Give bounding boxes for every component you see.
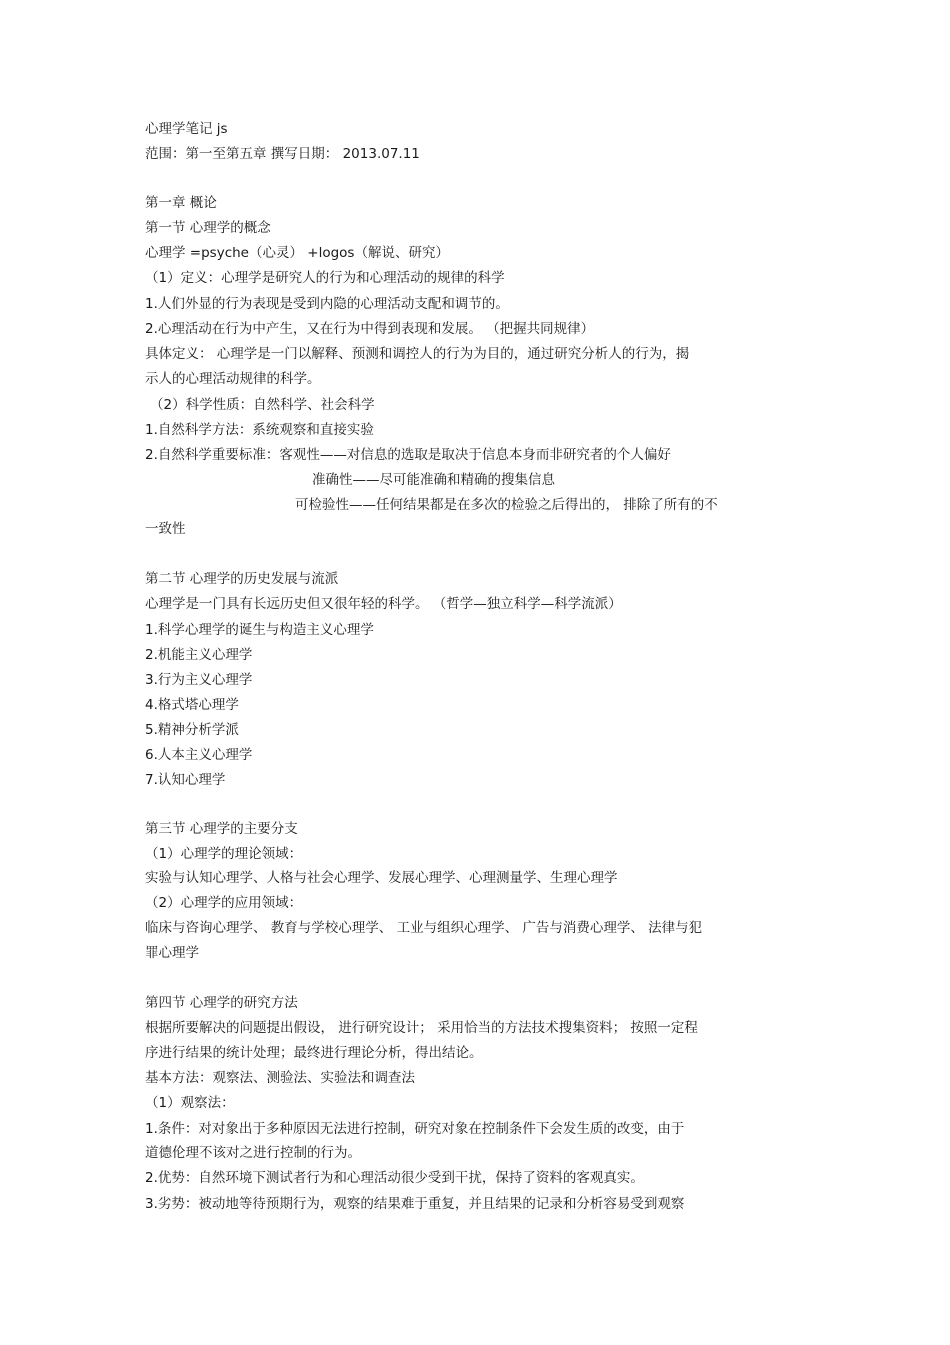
text-line: 具体定义： 心理学是一门以解释、预测和调控人的行为为目的，通过研究分析人的行为，揭 xyxy=(145,346,690,362)
list-item: 5.精神分析学派 xyxy=(145,722,239,738)
text-line: （1）心理学的理论领域： xyxy=(145,846,303,862)
section-heading: 第一节 心理学的概念 xyxy=(145,220,271,236)
text-line: 心理学是一门具有长远历史但又很年轻的科学。 （哲学—独立科学—科学流派） xyxy=(145,596,622,612)
text-line: 1.条件：对对象出于多种原因无法进行控制，研究对象在控制条件下会发生质的改变，由于 xyxy=(145,1121,685,1137)
document-meta: 范围：第一至第五章 撰写日期： 2013.07.11 xyxy=(145,146,420,162)
text-line: 示人的心理活动规律的科学。 xyxy=(145,371,321,387)
chapter-heading: 第一章 概论 xyxy=(145,195,217,211)
text-line: 心理学 =psyche（心灵） +logos（解说、研究） xyxy=(145,245,449,261)
text-line: 实验与认知心理学、人格与社会心理学、发展心理学、心理测量学、生理心理学 xyxy=(145,870,618,886)
list-item: 7.认知心理学 xyxy=(145,772,226,788)
list-item: 1.科学心理学的诞生与构造主义心理学 xyxy=(145,622,374,638)
text-line: 临床与咨询心理学、 教育与学校心理学、 工业与组织心理学、 广告与消费心理学、 法律与犯 xyxy=(145,920,703,936)
text-line: 准确性——尽可能准确和精确的搜集信息 xyxy=(312,472,555,488)
text-line: 序进行结果的统计处理；最终进行理论分析，得出结论。 xyxy=(145,1045,483,1061)
section-heading: 第二节 心理学的历史发展与流派 xyxy=(145,571,339,587)
text-line: 一致性 xyxy=(145,521,186,537)
text-line: 可检验性——任何结果都是在多次的检验之后得出的， 排除了所有的不 xyxy=(295,497,718,513)
text-line: （1）观察法： xyxy=(145,1095,235,1111)
text-line: 根据所要解决的问题提出假设， 进行研究设计； 采用恰当的方法技术搜集资料； 按照一定程 xyxy=(145,1020,698,1036)
section-heading: 第三节 心理学的主要分支 xyxy=(145,821,298,837)
document-title: 心理学笔记 js xyxy=(145,121,228,137)
text-line: （2）科学性质：自然科学、社会科学 xyxy=(150,397,375,413)
list-item: 2.机能主义心理学 xyxy=(145,647,253,663)
text-line: 2.心理活动在行为中产生，又在行为中得到表现和发展。 （把握共同规律） xyxy=(145,321,595,337)
text-line: 2.优势：自然环境下测试者行为和心理活动很少受到干扰，保持了资料的客观真实。 xyxy=(145,1170,644,1186)
text-line: 罪心理学 xyxy=(145,945,199,961)
text-line: 3.劣势：被动地等待预期行为，观察的结果难于重复，并且结果的记录和分析容易受到观察 xyxy=(145,1196,685,1212)
text-line: 2.自然科学重要标准：客观性——对信息的选取是取决于信息本身而非研究者的个人偏好 xyxy=(145,447,671,463)
text-line: 基本方法：观察法、测验法、实验法和调查法 xyxy=(145,1070,415,1086)
text-line: （1）定义：心理学是研究人的行为和心理活动的规律的科学 xyxy=(145,270,505,286)
list-item: 3.行为主义心理学 xyxy=(145,672,253,688)
list-item: 4.格式塔心理学 xyxy=(145,697,239,713)
text-line: 道德伦理不该对之进行控制的行为。 xyxy=(145,1145,361,1161)
section-heading: 第四节 心理学的研究方法 xyxy=(145,995,298,1011)
text-line: 1.自然科学方法：系统观察和直接实验 xyxy=(145,422,374,438)
text-line: 1.人们外显的行为表现是受到内隐的心理活动支配和调节的。 xyxy=(145,296,509,312)
text-line: （2）心理学的应用领域： xyxy=(145,895,303,911)
list-item: 6.人本主义心理学 xyxy=(145,747,253,763)
